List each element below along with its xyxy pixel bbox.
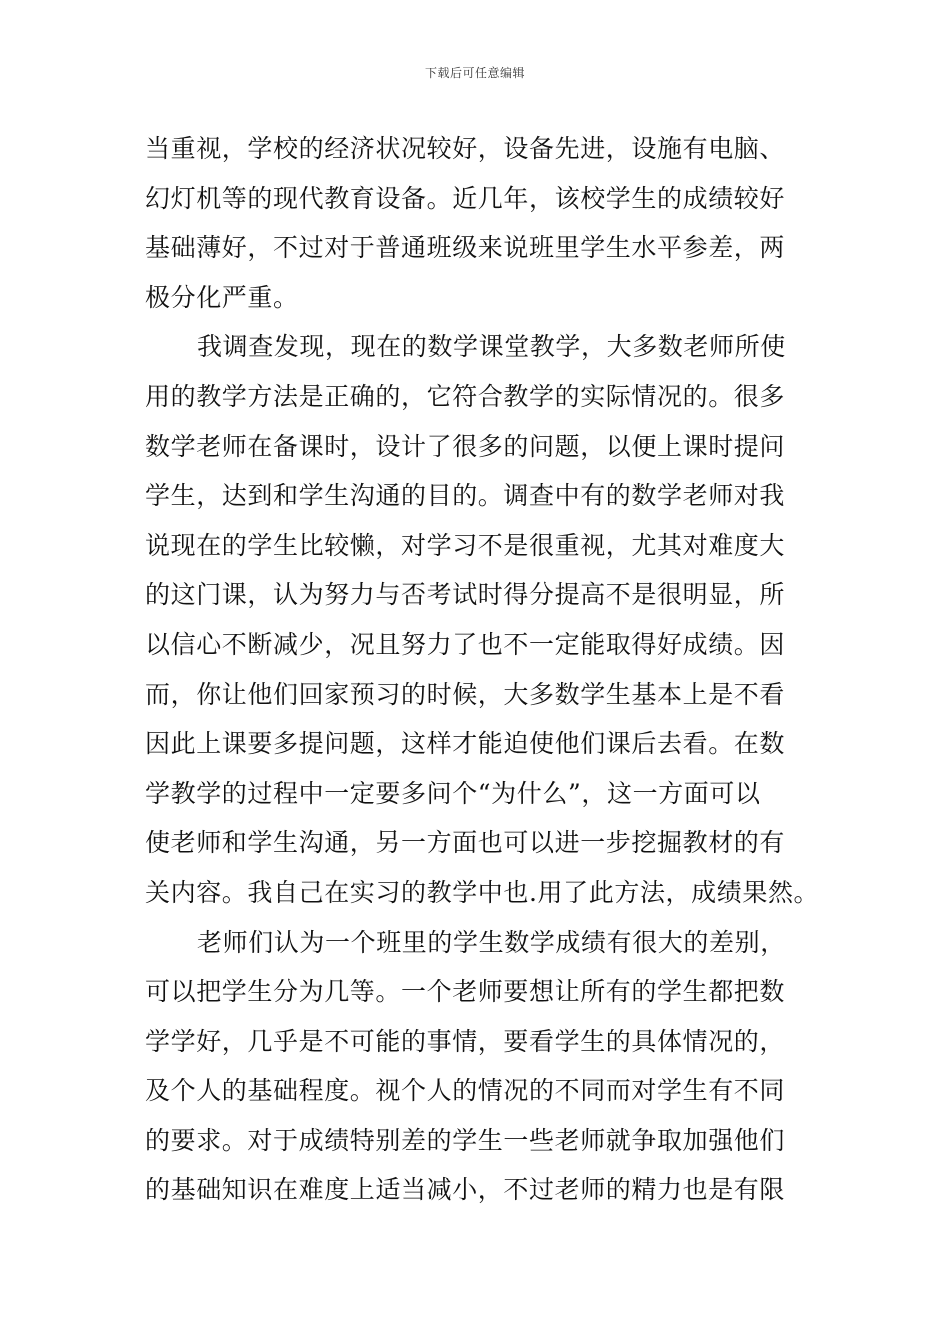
text-line: 幻灯机等的现代教育设备。近几年，该校学生的成绩较好: [145, 183, 786, 213]
text-line: 关内容。我自己在实习的教学中也.用了此方法，成绩果然。: [145, 877, 820, 907]
text-line: 基础薄好，不过对于普通班级来说班里学生水平参差，两: [145, 233, 786, 263]
page-header-note: 下载后可任意编辑: [424, 66, 525, 80]
text-line: 学教学的过程中一定要多问个“为什么”，这一方面可以: [145, 778, 761, 808]
text-line: 因此上课要多提问题，这样才能迫使他们课后去看。在数: [145, 729, 786, 759]
text-line: 的要求。对于成绩特别差的学生一些老师就争取加强他们: [145, 1125, 786, 1155]
paragraph-start-line: 老师们认为一个班里的学生数学成绩有很大的差别，: [197, 927, 786, 957]
text-line: 以信心不断减少，况且努力了也不一定能取得好成绩。因: [145, 629, 786, 659]
paragraph-start-line: 我调查发现，现在的数学课堂教学，大多数老师所使: [197, 332, 786, 362]
text-line: 的基础知识在难度上适当减小，不过老师的精力也是有限: [145, 1175, 786, 1205]
text-line: 当重视，学校的经济状况较好，设备先进，设施有电脑、: [145, 134, 786, 163]
text-line: 说现在的学生比较懒，对学习不是很重视，尤其对难度大: [145, 530, 786, 560]
text-line: 使老师和学生沟通，另一方面也可以进一步挖掘教材的有: [145, 828, 786, 858]
body-text: [145, 124, 820, 1215]
text-line: 极分化严重。: [145, 282, 299, 312]
text-line: 数学老师在备课时，设计了很多的问题，以便上课时提问: [145, 431, 786, 461]
text-line: 及个人的基础程度。视个人的情况的不同而对学生有不同: [145, 1076, 786, 1106]
text-line: 学学好，几乎是不可能的事情，要看学生的具体情况的，: [145, 1026, 786, 1056]
text-line: 用的教学方法是正确的，它符合教学的实际情况的。很多: [145, 381, 786, 411]
text-line: 可以把学生分为几等。一个老师要想让所有的学生都把数: [145, 977, 786, 1007]
text-line: 学生，达到和学生沟通的目的。调查中有的数学老师对我: [145, 481, 786, 511]
text-line: 的这门课，认为努力与否考试时得分提高不是很明显，所: [145, 580, 786, 610]
text-line: 而，你让他们回家预习的时候，大多数学生基本上是不看: [145, 679, 786, 709]
